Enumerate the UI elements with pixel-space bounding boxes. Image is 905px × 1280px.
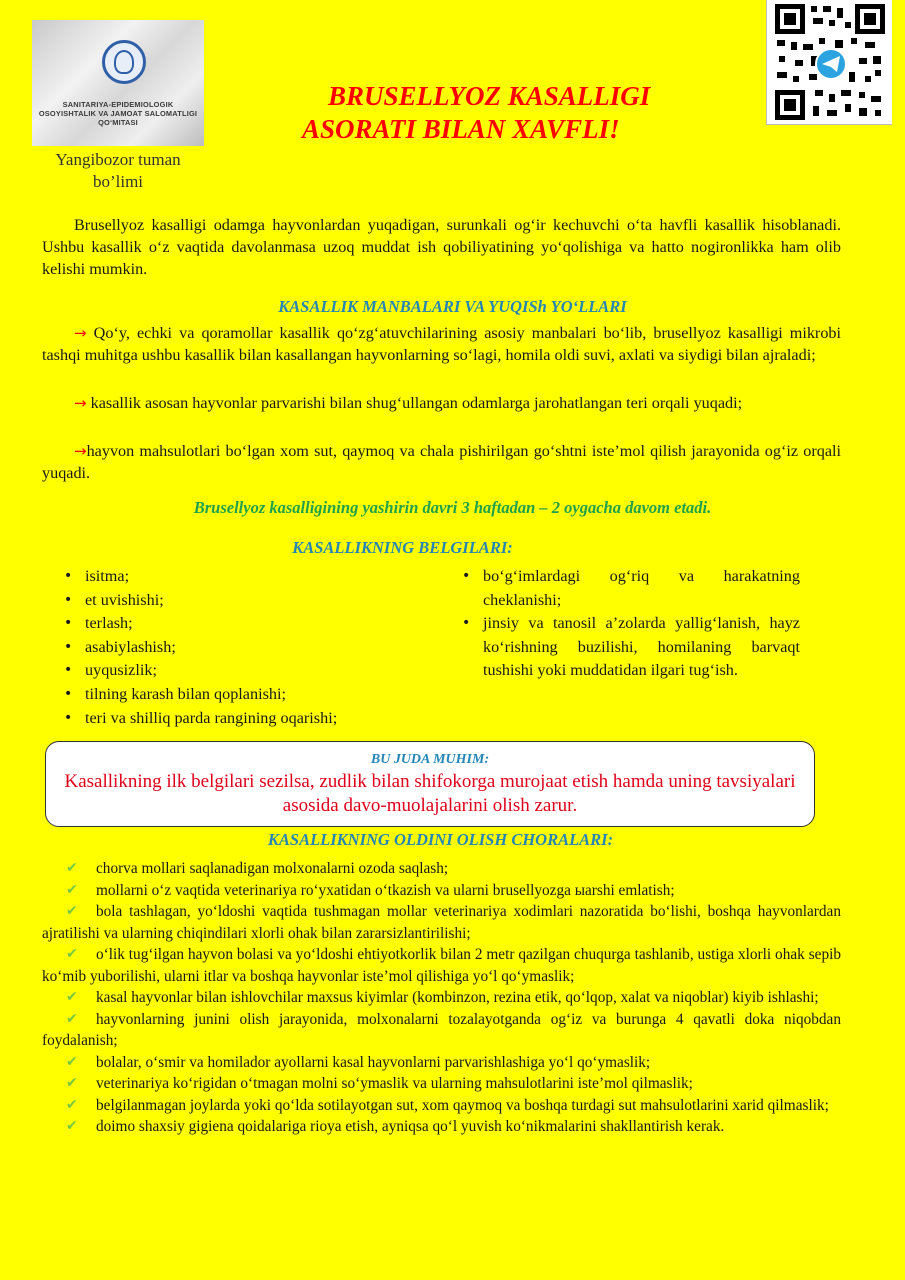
list-item: ✔ bola tashlagan, yo‘ldoshi vaqtida tushmagan mollar veterinariya xodimlari nazoratida bo‘lishi, boshqa hayvonlardan ajratilishi va ularning chiqindilari xlorli ohak bilan zararsizlantirilishi;	[42, 903, 841, 942]
important-notice	[45, 741, 815, 827]
source-item: → Qo‘y, echki va qoramollar kasallik qo‘zg‘atuvchilarining asosiy manbalari bo‘lib, brusellyoz kasalligi mikrobi tashqi muhitga ushbu kasallik bilan kasallangan hayvonlarning so‘lagi, homila oldi suvi, axlati va siydigi bilan ajraladi;	[42, 324, 842, 364]
checkmark-icon: ✔	[66, 1096, 78, 1113]
list-item: ✔ hayvonlarning junini olish jarayonida, molxonalarni tozalayotganda og‘iz va burunga 4 qavatli doka niqobdan foydalanish;	[42, 1010, 841, 1049]
list-item: • et uvishishi;	[58, 589, 438, 613]
prevention-list	[42, 858, 841, 1138]
prevention-heading: KASALLIKNING OLDINI OLISH CHORALARI:	[267, 830, 614, 849]
emblem-icon	[102, 40, 146, 84]
checkmark-icon: ✔	[66, 860, 78, 876]
checkmark-icon: ✔	[66, 1075, 78, 1091]
arrow-icon: →	[74, 394, 87, 412]
logo	[32, 20, 204, 146]
source-item: →hayvon mahsulotlari bo‘lgan xom sut, qaymoq va chala pishirilgan go‘shtni iste’mol qilish jarayonida og‘iz orqali yuqadi.	[42, 442, 841, 482]
list-item: • jinsiy va tanosil a’zolarda yallig‘lanish, hayz ko‘rishning buzilishi, homilaning barvaqt tushishi yoki muddatidan ilgari tug‘ish.	[456, 612, 800, 683]
list-item: • uyqusizlik;	[58, 659, 438, 683]
checkmark-icon: ✔	[66, 903, 78, 919]
list-item: • asabiylashish;	[58, 636, 438, 660]
checkmark-icon: ✔	[66, 946, 78, 962]
logo-text: SANITARIYA-EPIDEMIOLOGIK OSOYISHTALIK VA JAMOAT SALOMATLIGI QO‘MITASI	[38, 100, 198, 127]
list-item: • teri va shilliq parda rangining oqarishi;	[58, 707, 438, 731]
incubation-note: Brusellyoz kasalligining yashirin davri 3 haftadan – 2 oygacha davom etadi.	[193, 498, 712, 517]
list-item: ✔ kasal hayvonlar bilan ishlovchilar maxsus kiyimlar (kombinzon, rezina etik, qo‘lqop, xalat va niqoblar) kiyib ishlashi;	[42, 987, 841, 1009]
qr-code[interactable]	[766, 0, 892, 125]
department-label: Yangibozor tuman bo’limi	[55, 150, 181, 191]
list-item: ✔ veterinariya ko‘rigidan o‘tmagan molni so‘ymaslik va ularning mahsulotlarini iste’mol qilmaslik;	[42, 1073, 841, 1095]
checkmark-icon: ✔	[66, 989, 78, 1005]
page-title: BRUSELLYOZ KASALLIGI ASORATI BILAN XAVFLI!	[302, 81, 651, 144]
notice-body: Kasallikning ilk belgilari sezilsa, zudlik bilan shifokorga murojaat etish hamda uning tavsiyalari asosida davo-muolajalarini olish zarur.	[64, 771, 796, 816]
list-item: • bo‘g‘imlardagi og‘riq va harakatning cheklanishi;	[456, 565, 800, 612]
list-item: ✔ mollarni o‘z vaqtida veterinariya ro‘yxatidan o‘tkazish va ularni brusellyozga ыarshi emlatish;	[42, 880, 841, 902]
signs-list-right	[456, 565, 800, 683]
signs-heading: KASALLIKNING BELGILARI:	[292, 538, 513, 557]
list-item: ✔ chorva mollari saqlanadigan molxonalarni ozoda saqlash;	[42, 858, 841, 880]
sources-heading: KASALLIK MANBALARI VA YUQISh YO‘LLARI	[278, 297, 627, 316]
checkmark-icon: ✔	[66, 1010, 78, 1027]
list-item: • tilning karash bilan qoplanishi;	[58, 683, 438, 707]
notice-heading: BU JUDA MUHIM:	[370, 752, 490, 767]
list-item: ✔ bolalar, o‘smir va homilador ayollarni kasal hayvonlarni parvarishlashiga yo‘l qo‘ymaslik;	[42, 1052, 841, 1074]
qr-code-icon	[775, 4, 885, 120]
checkmark-icon: ✔	[66, 1118, 78, 1134]
list-item: ✔ o‘lik tug‘ilgan hayvon bolasi va yo‘ldoshi ehtiyotkorlik bilan 2 metr qazilgan chuqurga tashlanib, ustiga xlorli ohak sepib ko‘mib yuborilishi, ularni itlar va boshqa hayvonlar iste’mol qilishiga yo‘l qo‘ymaslik;	[42, 946, 841, 985]
list-item: ✔ belgilanmagan joylarda yoki qo‘lda sotilayotgan sut, xom qaymoq va boshqa turdagi sut mahsulotlarini xarid qilmaslik;	[42, 1095, 841, 1117]
arrow-icon: →	[74, 324, 87, 342]
arrow-icon: →	[74, 442, 87, 460]
list-item: • terlash;	[58, 612, 438, 636]
list-item: ✔ doimo shaxsiy gigiena qoidalariga rioya etish, ayniqsa qo‘l yuvish ko‘nikmalarini shakllantirish kerak.	[42, 1116, 841, 1138]
list-item: • isitma;	[58, 565, 438, 589]
intro-paragraph: Brusellyoz kasalligi odamga hayvonlardan yuqadigan, surunkali og‘ir kechuvchi o‘ta havfli kasallik hisoblanadi. Ushbu kasallik o‘z vaqtida davolanmasa uzoq muddat ish qobiliyatining yo‘qolishiga va hatto nogironlikka ham olib kelishi mumkin.	[42, 216, 841, 278]
checkmark-icon: ✔	[66, 1053, 78, 1070]
signs-list-left	[58, 565, 438, 730]
source-item: → kasallik asosan hayvonlar parvarishi bilan shug‘ullangan odamlarga jarohatlangan teri orqali yuqadi;	[74, 394, 743, 412]
checkmark-icon: ✔	[66, 881, 78, 898]
